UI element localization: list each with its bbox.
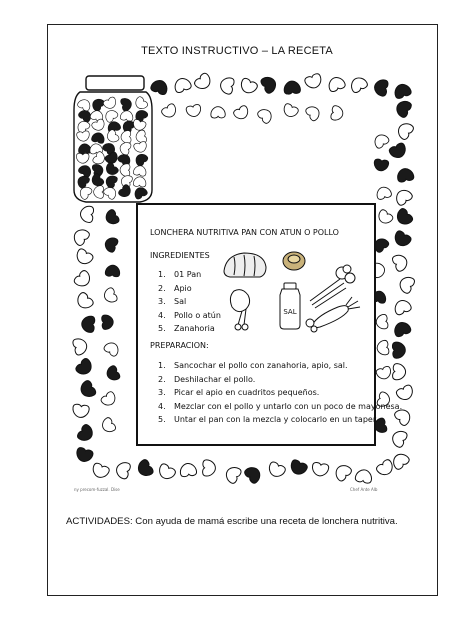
preparation-steps — [158, 359, 402, 427]
bean-icon — [305, 104, 323, 122]
carrot-icon — [306, 297, 360, 332]
bean-icon — [179, 462, 197, 477]
bean-icon — [102, 287, 118, 305]
bean-icon — [394, 98, 413, 118]
list-item: 1. Sancochar el pollo con zanahoria, apio, sal. — [158, 361, 348, 370]
bean-icon — [243, 464, 263, 485]
bean-icon — [74, 357, 94, 377]
bean-icon — [103, 235, 119, 253]
bean-icon — [156, 463, 176, 482]
bread-icon — [224, 253, 266, 277]
bean-icon — [186, 104, 202, 118]
bean-icon — [391, 252, 409, 272]
bean-icon — [223, 464, 242, 484]
bean-icon — [390, 451, 411, 471]
list-item: 2. Deshilachar el pollo. — [158, 374, 256, 384]
page-title: TEXTO INSTRUCTIVO – LA RECETA — [141, 45, 333, 57]
bean-icon — [219, 76, 235, 94]
list-item: 3. Picar el apio en cuadritos pequeños. — [158, 388, 320, 398]
bean-icon — [388, 142, 408, 161]
activities-instruction: ACTIVIDADES: Con ayuda de mamá escribe una receta de lonchera nutritiva. — [66, 516, 398, 527]
bean-icon — [394, 207, 414, 227]
bean-icon — [103, 209, 120, 227]
list-item: 3. Sal — [158, 297, 187, 307]
bean-icon — [373, 78, 389, 96]
bean-icon — [105, 365, 121, 383]
bean-icon — [238, 77, 258, 96]
bean-icon — [90, 462, 110, 480]
ingredients-list — [158, 268, 221, 336]
svg-text:Chef Ante Alb: Chef Ante Alb — [350, 487, 378, 492]
bean-icon — [348, 75, 368, 94]
tuna-can-icon — [283, 252, 305, 270]
bean-jar-icon — [74, 76, 152, 202]
bean-icon — [375, 314, 388, 330]
bean-icon — [233, 104, 251, 121]
bean-icon — [75, 447, 94, 464]
bean-icon — [355, 469, 373, 484]
salt-label: SAL — [283, 308, 297, 316]
bean-icon — [376, 209, 394, 227]
bean-icon — [105, 265, 120, 277]
bean-icon — [332, 462, 352, 482]
bean-icon — [160, 103, 178, 120]
bean-icon — [393, 82, 413, 99]
bean-icon — [211, 107, 226, 118]
bean-icon — [311, 462, 329, 477]
bean-icon — [392, 298, 412, 316]
bean-icon — [103, 340, 121, 357]
preparation-heading: PREPARACION: — [150, 341, 209, 350]
recipe-title: LONCHERA NUTRITIVA PAN CON ATUN O POLLO — [150, 228, 339, 237]
ingredients-illustration — [220, 245, 370, 335]
bean-icon — [330, 105, 344, 121]
bean-icon — [266, 461, 286, 480]
bean-icon — [375, 185, 392, 200]
svg-text:ny precom-fuzzal. Dise: ny precom-fuzzal. Dise — [74, 487, 120, 492]
bean-icon — [81, 315, 95, 332]
bean-icon — [327, 75, 347, 93]
bean-icon — [101, 314, 113, 329]
list-item: 4. Mezclar con el pollo y untarlo con un poco de mayonesa. — [158, 401, 403, 411]
salt-shaker-icon — [280, 283, 300, 329]
bean-icon — [375, 458, 396, 478]
recipe-card — [136, 203, 403, 446]
bean-icon — [74, 291, 94, 311]
bean-icon — [100, 390, 118, 408]
bean-icon — [397, 274, 415, 294]
bean-icon — [288, 459, 308, 477]
list-item: 4. Pollo o atún — [158, 310, 221, 320]
bean-icon — [376, 340, 389, 356]
list-item: 5. Untar el pan con la mezcla y colocarlo en un taper. — [158, 415, 378, 425]
list-item: 2. Apio — [158, 283, 192, 293]
bean-icon — [80, 205, 94, 222]
bean-icon — [76, 423, 95, 443]
bean-icon — [392, 342, 405, 359]
list-item: 5. Zanahoria — [158, 324, 215, 334]
bean-icon — [390, 428, 408, 448]
bean-icon — [372, 132, 390, 150]
bean-icon — [135, 458, 154, 478]
bean-icon — [100, 416, 117, 434]
bean-icon — [395, 120, 415, 141]
bean-icon — [256, 106, 274, 124]
bean-icon — [72, 337, 89, 356]
bean-icon — [283, 80, 300, 94]
bean-icon — [72, 404, 90, 419]
ingredients-heading: INGREDIENTES — [150, 251, 210, 260]
bean-icon — [71, 226, 91, 247]
bean-icon — [373, 159, 389, 172]
bean-icon — [115, 461, 132, 480]
bean-icon — [73, 269, 93, 289]
bean-icon — [193, 72, 213, 92]
bean-icon — [304, 73, 324, 91]
bean-icon — [78, 379, 97, 399]
bean-icon — [173, 76, 193, 94]
bean-icon — [393, 187, 414, 207]
bean-icon — [392, 230, 412, 249]
bean-icon — [202, 460, 215, 477]
list-item: 1. 01 Pan — [158, 270, 202, 279]
bean-icon — [392, 320, 412, 338]
bean-icon — [396, 167, 414, 183]
bean-icon — [74, 248, 94, 267]
bean-icon — [260, 74, 279, 94]
bean-icon — [150, 78, 170, 96]
chicken-leg-icon — [230, 290, 249, 330]
bean-icon — [281, 103, 299, 120]
